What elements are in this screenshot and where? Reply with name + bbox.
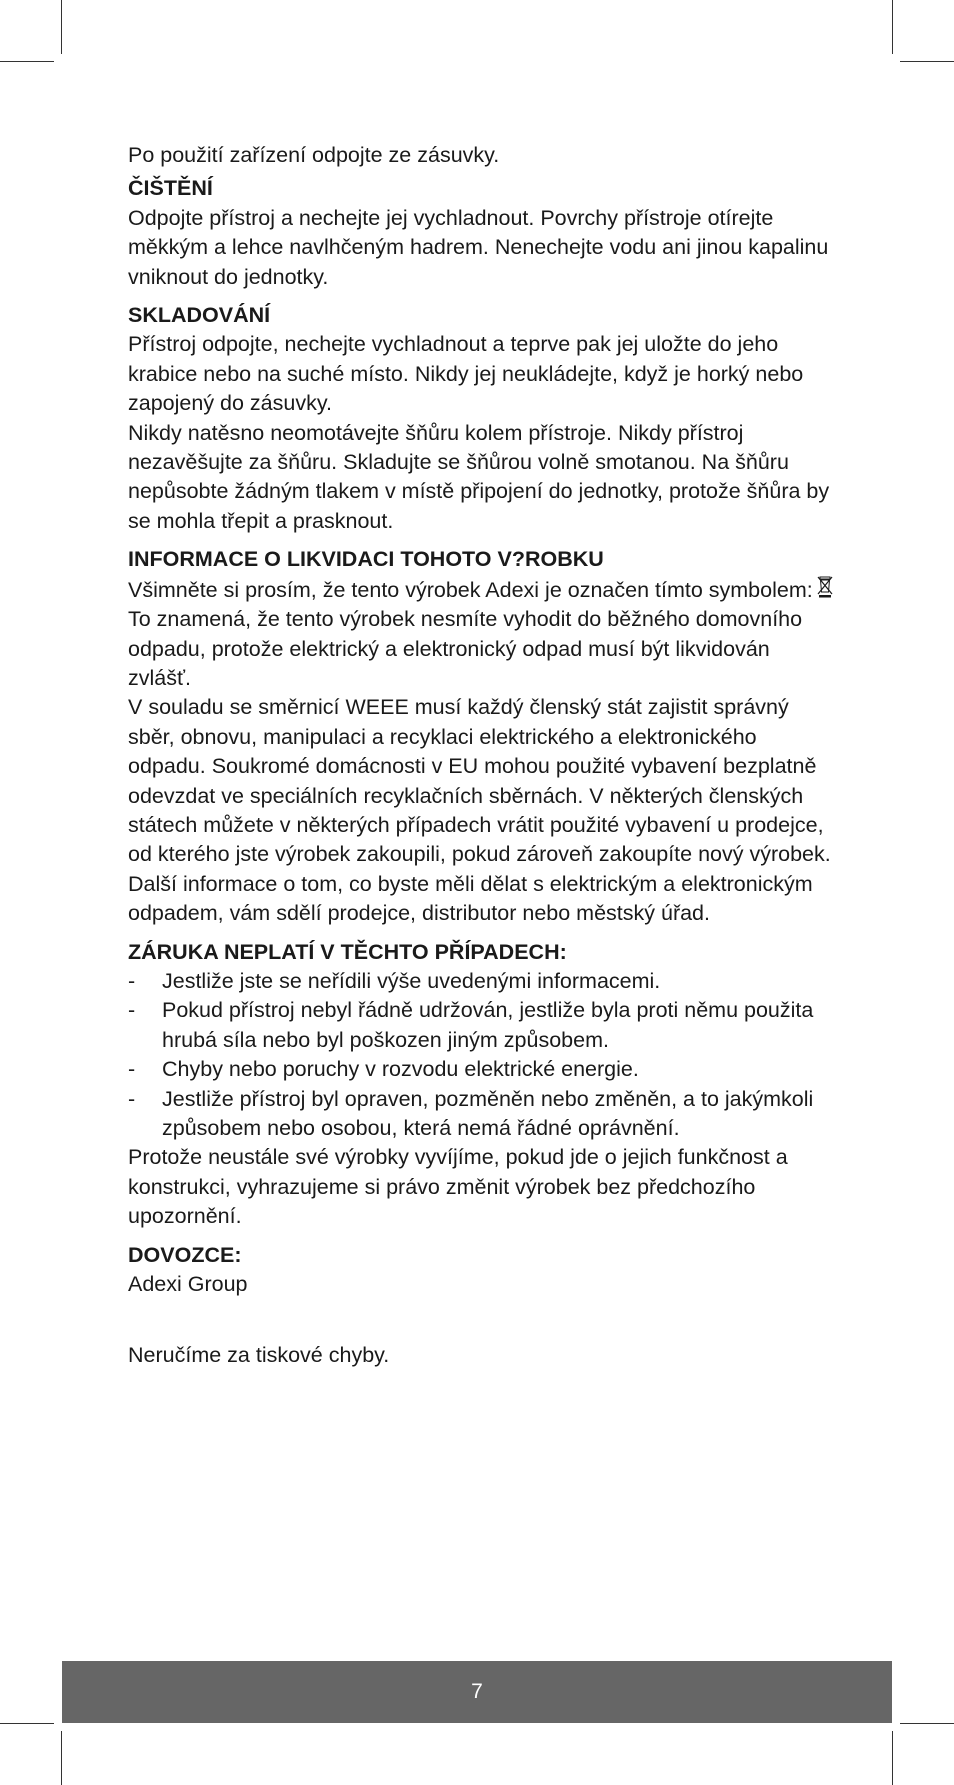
cleaning-text: Odpojte přístroj a nechejte jej vychladnout. Povrchy přístroje otírejte měkkým a lehce navlhčeným hadrem. Nenechejte vodu ani jinou kapalinu vniknout do jednotky. <box>128 205 829 289</box>
disposal-symbol-intro: Všimněte si prosím, že tento výrobek Adexi je označen tímto symbolem: <box>128 577 813 602</box>
warranty-heading: ZÁRUKA NEPLATÍ V TĚCHTO PŘÍPADECH: <box>128 939 567 964</box>
crop-mark-top-left-horizontal <box>0 61 54 62</box>
crop-mark-top-right-horizontal <box>900 61 954 62</box>
list-item: - Jestliže jste se neřídili výše uvedenými informacemi. <box>128 968 661 993</box>
importer-name: Adexi Group <box>128 1272 248 1297</box>
crossed-out-wheelie-bin-icon <box>817 575 833 599</box>
crop-mark-bottom-left-vertical <box>61 1731 62 1785</box>
spacer <box>128 1299 838 1341</box>
crop-mark-bottom-right-vertical <box>892 1731 893 1785</box>
warranty-list <box>128 967 838 1143</box>
list-item-text: Jestliže přístroj byl opraven, pozměněn nebo změněn, a to jakýmkoli způsobem nebo osobou, která nemá řádné oprávnění. <box>162 1086 814 1140</box>
disclaimer-text: Neručíme za tiskové chyby. <box>128 1343 390 1368</box>
cleaning-heading: ČIŠTĚNÍ <box>128 176 213 201</box>
disposal-paragraph: To znamená, že tento výrobek nesmíte vyhodit do běžného domovního odpadu, protože elektrický a elektronický odpad musí být likvidován zvlášť. <box>128 607 803 690</box>
importer-heading: DOVOZCE: <box>128 1242 242 1267</box>
disposal-heading: INFORMACE O LIKVIDACI TOHOTO V?ROBKU <box>128 547 604 572</box>
crop-mark-top-right-vertical <box>892 0 893 54</box>
disposal-symbol-line <box>128 575 838 605</box>
list-item-text: Chyby nebo poruchy v rozvodu elektrické energie. <box>162 1057 639 1082</box>
disposal-paragraph: V souladu se směrnicí WEEE musí každý členský stát zajistit správný sběr, obnovu, manipulaci a recyklaci elektrického a elektronického odpadu. Soukromé domácnosti v EU mohou použité vybavení bezplatně odevzdat ve speciálních recyklačních sběrnách. V některých členských státech můžete v některých případech vrátit použité vybavení u prodejce, od kterého jste výrobek zakoupili, pokud zároveň zakoupíte nový výrobek. Další informace o tom, co byste měli dělat s elektrickým a elektronickým odpadem, vám sdělí prodejce, distributor nebo městský úřad. <box>128 695 831 926</box>
crop-mark-bottom-right-horizontal <box>900 1723 954 1724</box>
warranty-note: Protože neustále své výrobky vyvíjíme, pokud jde o jejich funkčnost a konstrukci, vyhrazujeme si právo změnit výrobek bez předchozího upozornění. <box>128 1145 788 1229</box>
page-footer-bar <box>62 1661 892 1723</box>
list-item: - Jestliže přístroj byl opraven, pozměněn nebo změněn, a to jakýmkoli způsobem nebo osobou, která nemá řádné oprávnění. <box>128 1086 814 1140</box>
storage-paragraph: Nikdy natěsno neomotávejte šňůru kolem přístroje. Nikdy přístroj nezavěšujte za šňůru. Skladujte se šňůrou volně smotanou. Na šňůru nepůsobte žádným tlakem v místě připojení do jednotky, protože šňůra by se mohla třepit a prasknout. <box>128 420 830 533</box>
list-item: - Chyby nebo poruchy v rozvodu elektrické energie. <box>128 1057 639 1082</box>
intro-text: Po použití zařízení odpojte ze zásuvky. <box>128 143 500 167</box>
crop-mark-top-left-vertical <box>61 0 62 54</box>
storage-paragraph: Přístroj odpojte, nechejte vychladnout a teprve pak jej uložte do jeho krabice nebo na suché místo. Nikdy jej neukládejte, když je horký nebo zapojený do zásuvky. <box>128 332 804 416</box>
list-item-text: Jestliže jste se neřídili výše uvedenými informacemi. <box>162 968 661 993</box>
list-item: - Pokud přístroj nebyl řádně udržován, jestliže byla proti němu použita hrubá síla nebo byl poškozen jiným způsobem. <box>128 998 814 1052</box>
manual-page-content <box>128 141 838 1371</box>
page-number: 7 <box>471 1680 483 1703</box>
storage-heading: SKLADOVÁNÍ <box>128 303 271 328</box>
list-item-text: Pokud přístroj nebyl řádně udržován, jestliže byla proti němu použita hrubá síla nebo byl poškozen jiným způsobem. <box>162 998 814 1052</box>
crop-mark-bottom-left-horizontal <box>0 1723 54 1724</box>
